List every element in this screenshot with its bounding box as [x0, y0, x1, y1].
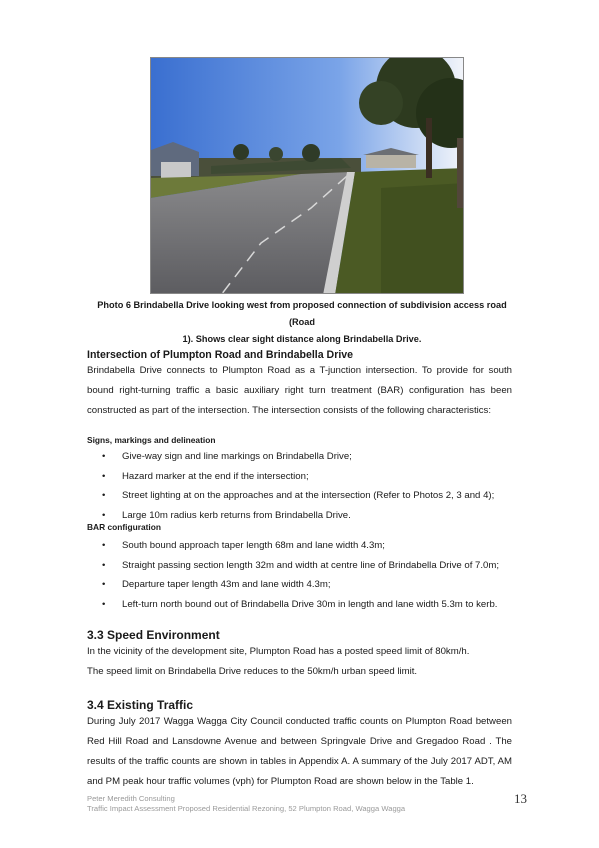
- signs-list: [87, 447, 494, 525]
- list-item: • Street lighting at on the approaches and at the intersection (Refer to Photos 2, 3 and 4);: [87, 486, 494, 506]
- list-item: • Large 10m radius kerb returns from Brindabella Drive.: [87, 506, 494, 526]
- list-item: • Left-turn north bound out of Brindabella Drive 30m in length and lane width 5.3m to kerb.: [87, 595, 499, 615]
- intersection-paragraph: [87, 361, 512, 421]
- list-item: • Straight passing section length 32m and width at centre line of Brindabella Drive of 7.0m;: [87, 556, 499, 576]
- footer: [87, 794, 405, 814]
- caption-line-1: Photo 6 Brindabella Drive looking west from proposed connection of subdivision access road (Road: [97, 300, 507, 327]
- road-photo-image: [151, 58, 464, 294]
- traffic-paragraph: [87, 712, 512, 792]
- caption-line-2: 1). Shows clear sight distance along Brindabella Drive.: [182, 334, 422, 344]
- speed-paragraph: [87, 642, 512, 682]
- bar-heading: BAR configuration: [87, 522, 161, 532]
- intersection-heading: Intersection of Plumpton Road and Brindabella Drive: [87, 349, 354, 361]
- intersection-paragraph-text: Brindabella Drive connects to Plumpton Road as a T-junction intersection. To provide for south bound right-turning traffic a basic auxiliary right turn treatment (BAR) configuration has been constructed as part of the intersection. The intersection consists of the following characteristics:: [87, 365, 512, 416]
- photo-caption: [92, 297, 512, 348]
- traffic-heading: 3.4 Existing Traffic: [87, 698, 194, 712]
- list-item: • South bound approach taper length 68m and lane width 4.3m;: [87, 536, 499, 556]
- list-item: • Hazard marker at the end if the intersection;: [87, 467, 494, 487]
- list-item: • Give-way sign and line markings on Brindabella Drive;: [87, 447, 494, 467]
- speed-line-2: The speed limit on Brindabella Drive reduces to the 50km/h urban speed limit.: [87, 666, 418, 677]
- speed-heading: 3.3 Speed Environment: [87, 628, 220, 642]
- footer-document-title: Traffic Impact Assessment Proposed Residential Rezoning, 52 Plumpton Road, Wagga Wagga: [87, 804, 406, 813]
- traffic-paragraph-text: During July 2017 Wagga Wagga City Council conducted traffic counts on Plumpton Road between Red Hill Road and Lansdowne Avenue and between Springvale Drive and Gregadoo Road . The results of the traffic counts are shown in tables in Appendix A. A summary of the July 2017 ADT, AM and PM peak hour traffic volumes (vph) for Plumpton Road are shown below in the Table 1.: [87, 716, 512, 787]
- bar-list: [87, 536, 499, 614]
- road-photo: [150, 57, 464, 294]
- signs-heading: Signs, markings and delineation: [87, 435, 216, 445]
- list-item: • Departure taper length 43m and lane width 4.3m;: [87, 575, 499, 595]
- speed-line-1: In the vicinity of the development site, Plumpton Road has a posted speed limit of 80km/h.: [87, 646, 470, 657]
- footer-company: Peter Meredith Consulting: [87, 794, 175, 803]
- page-number: 13: [514, 791, 527, 806]
